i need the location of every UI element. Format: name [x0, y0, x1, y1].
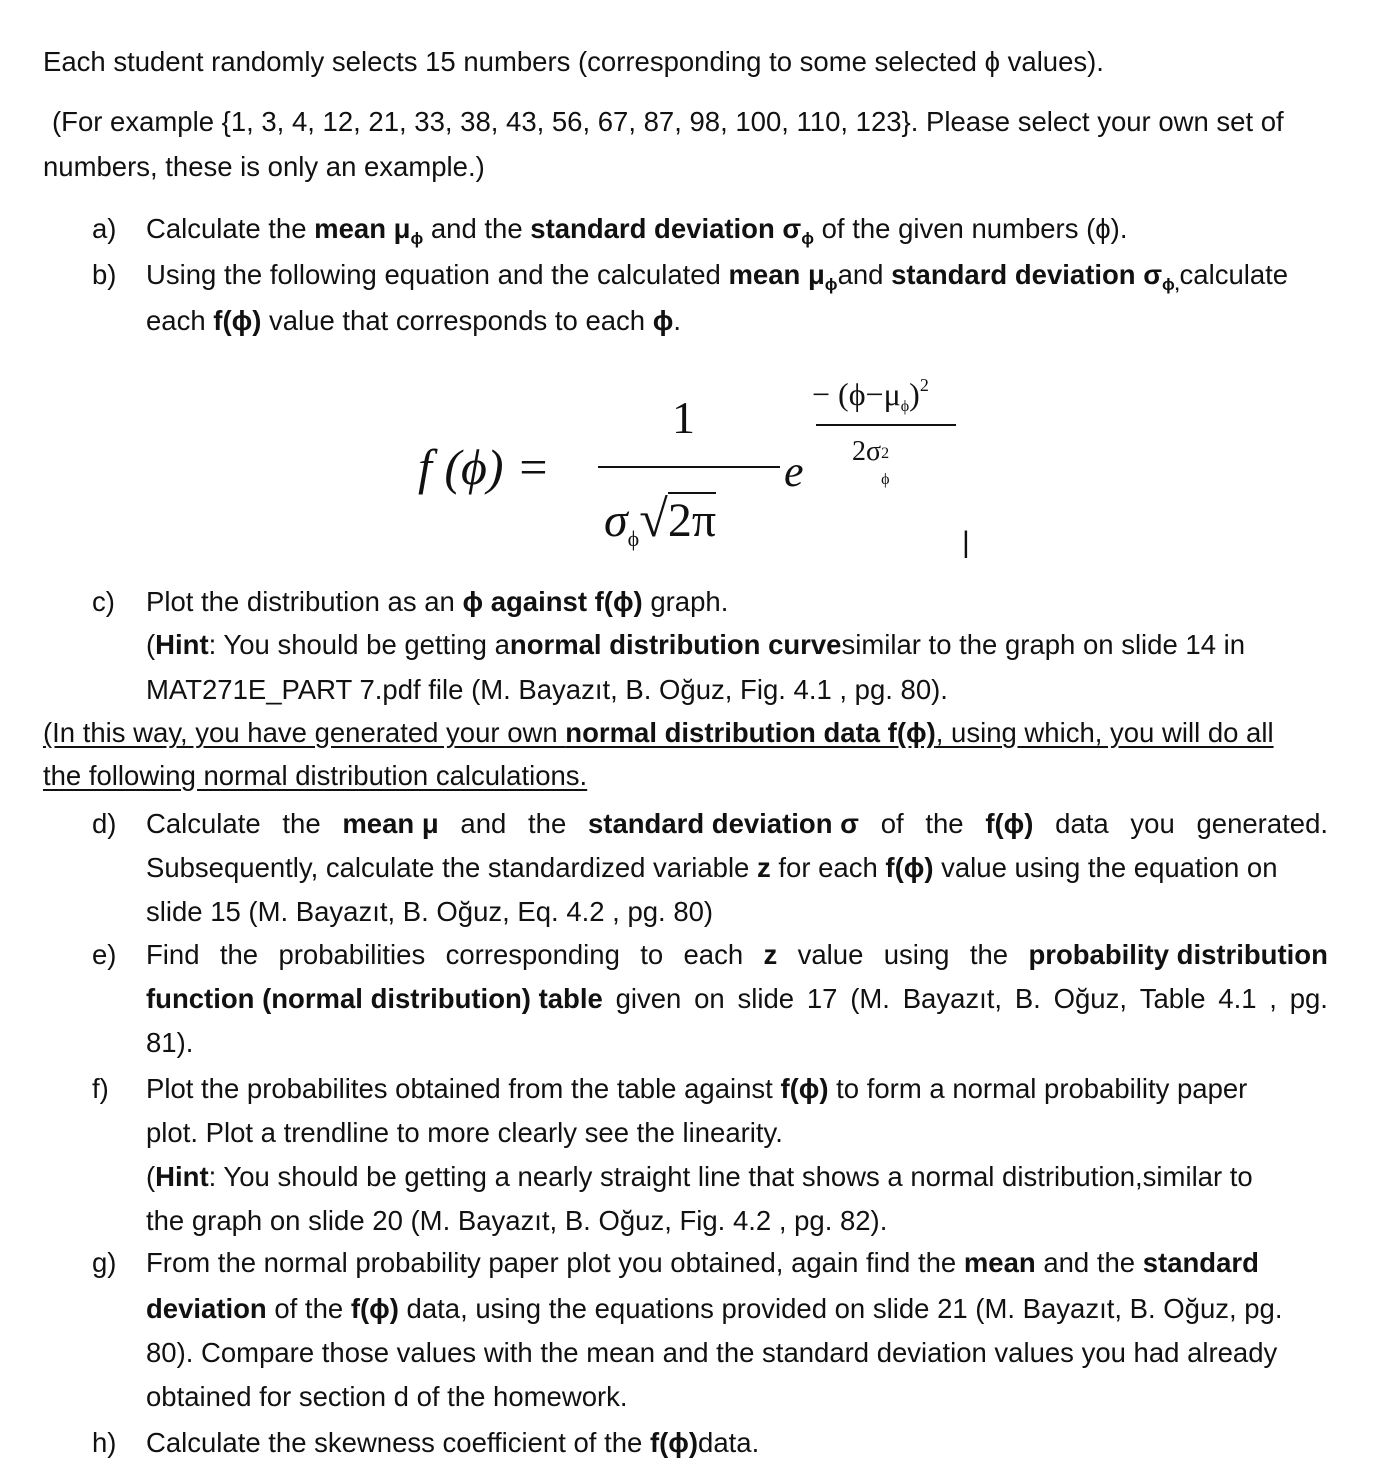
text-segment: and the: [423, 213, 531, 244]
exponent-numerator: [812, 376, 929, 415]
word: using: [883, 939, 950, 970]
text-segment: of the given numbers (ϕ).: [814, 213, 1128, 244]
equation-denominator: [604, 491, 717, 551]
word: generated.: [1196, 808, 1328, 839]
word: and: [460, 808, 507, 839]
item-e-label: e): [92, 939, 117, 970]
item-d-line-2: [146, 854, 1278, 882]
text-segment: calculate: [1179, 259, 1289, 290]
bold-term: standard: [1142, 1247, 1259, 1278]
equation-numerator: 1: [672, 392, 695, 443]
word: value: [797, 939, 864, 970]
fraction-bar: [598, 466, 780, 468]
bold-term: mean μ: [314, 213, 411, 244]
hint-label: Hint: [155, 629, 209, 660]
text-cursor: |: [962, 526, 970, 559]
text-segment: and: [837, 259, 892, 290]
note-line-1: [43, 719, 1274, 747]
text-segment: (: [146, 629, 156, 660]
bold-term: ϕ against f(ϕ): [462, 586, 643, 617]
example-line-2: numbers, these is only an example.): [43, 151, 485, 182]
paren: ): [909, 376, 920, 412]
item-a-text: [146, 215, 1127, 247]
bold-term: standard deviation σ: [891, 259, 1163, 290]
text-segment: .: [673, 305, 681, 336]
item-b-label: b): [92, 259, 117, 290]
item-g-line-4: obtained for section d of the homework.: [146, 1381, 628, 1412]
bold-term: deviation: [146, 1293, 267, 1324]
item-d-line-3: slide 15 (M. Bayazıt, B. Oğuz, Eq. 4.2 , pg. 80): [146, 896, 714, 927]
hint-label: Hint: [155, 1161, 209, 1192]
word: corresponding: [445, 939, 620, 970]
text-segment: data.: [698, 1427, 760, 1458]
text-segment: to form a normal probability paper: [828, 1073, 1248, 1104]
text-segment: similar to the graph on slide 14 in: [841, 629, 1246, 660]
text-segment: , using which, you will do all: [935, 717, 1274, 748]
word: the: [219, 939, 259, 970]
item-f-line-1: [146, 1075, 1247, 1103]
item-c-line-2: [146, 631, 1328, 659]
text-segment: (In this way, you have generated your own: [43, 717, 566, 748]
text-segment: Calculate the: [146, 213, 315, 244]
exp-num-text: − (ϕ−μ: [812, 376, 901, 412]
word: 4.1: [1218, 983, 1257, 1014]
bold-term: ϕ: [652, 305, 674, 336]
text-segment: Subsequently, calculate the standardized variable: [146, 852, 757, 883]
two-pi: 2π: [667, 494, 717, 547]
bold-term: standard deviation σ: [588, 808, 859, 839]
bold-term: z: [763, 939, 778, 970]
item-f-line-2: plot. Plot a trendline to more clearly see the linearity.: [146, 1117, 783, 1148]
word: 17: [806, 983, 838, 1014]
sigma-symbol: σ: [604, 494, 628, 547]
bold-term: normal distribution curve: [509, 629, 842, 660]
item-g-line-1: [146, 1249, 1259, 1277]
sqrt-symbol: √: [639, 491, 668, 548]
text-segment: graph.: [642, 586, 729, 617]
item-d-label: d): [92, 808, 117, 839]
example-line-1: (For example {1, 3, 4, 12, 21, 33, 38, 43, 56, 67, 87, 98, 100, 110, 123}. Please select your own set of: [52, 106, 1284, 137]
word: Table: [1139, 983, 1206, 1014]
text-segment: each: [146, 305, 214, 336]
bold-term: f(ϕ): [649, 1427, 699, 1458]
item-g-line-3: 80). Compare those values with the mean and the standard deviation values you had already: [146, 1337, 1278, 1368]
note-line-2: the following normal distribution calculations.: [43, 760, 588, 791]
intro-paragraph: Each student randomly selects 15 numbers (corresponding to some selected ϕ values).: [43, 46, 1104, 77]
item-h-label: h): [92, 1427, 117, 1458]
item-b-line-1: [146, 261, 1288, 293]
bold-term: f(ϕ): [780, 1073, 829, 1104]
text-segment: From the normal probability paper plot you obtained, again find the: [146, 1247, 964, 1278]
bold-term: f(ϕ): [213, 305, 262, 336]
word: Find: [146, 939, 200, 970]
word: the: [969, 939, 1009, 970]
word: you: [1130, 808, 1175, 839]
item-f-label: f): [92, 1073, 109, 1104]
bold-term: z: [757, 852, 771, 883]
subscript: ϕ: [824, 274, 838, 294]
item-c-line-3: MAT271E_PART 7.pdf file (M. Bayazıt, B. Oğuz, Fig. 4.1 , pg. 80).: [146, 674, 948, 705]
exponent-denominator: [852, 436, 895, 488]
word: ,: [1269, 983, 1277, 1014]
text-segment: Plot the probabilites obtained from the table against: [146, 1073, 781, 1104]
word: of: [880, 808, 904, 839]
bold-term: mean μ: [342, 808, 439, 839]
bold-term: f(ϕ): [985, 808, 1034, 839]
item-c-label: c): [92, 586, 115, 617]
subscript: ϕ: [410, 228, 424, 248]
item-d-line-1: [146, 810, 1328, 838]
item-g-label: g): [92, 1247, 117, 1278]
subscript: ϕ,: [1162, 274, 1180, 294]
word: on: [694, 983, 725, 1014]
text-segment: data, using the equations provided on slide 21 (M. Bayazıt, B. Oğuz, pg.: [398, 1293, 1283, 1324]
word: slide: [737, 983, 795, 1014]
bold-term: f(ϕ): [350, 1293, 399, 1324]
euler-e: e: [784, 447, 804, 496]
word: the: [282, 808, 321, 839]
superscript: 2: [881, 445, 890, 462]
text-segment: : You should be getting a: [208, 629, 510, 660]
bold-term: mean: [963, 1247, 1036, 1278]
superscript: 2: [919, 375, 929, 395]
exp-den-text: 2σ: [852, 436, 882, 467]
word: Bayazıt,: [902, 983, 1003, 1014]
text-segment: value using the equation on: [933, 852, 1278, 883]
word: Oğuz,: [1053, 983, 1127, 1014]
word: given: [615, 983, 682, 1014]
text-segment: and the: [1035, 1247, 1143, 1278]
item-b-line-2: [146, 307, 681, 335]
item-f-line-3: [146, 1163, 1253, 1191]
word: (M.: [850, 983, 890, 1014]
subscript: ϕ: [801, 228, 814, 248]
item-e-line-2: [146, 985, 1328, 1013]
text-segment: : You should be getting a nearly straight line that shows a normal distribution,similar to: [208, 1161, 1253, 1192]
item-e-line-3: 81).: [146, 1027, 194, 1058]
text-segment: Using the following equation and the calculated: [146, 259, 729, 290]
text-segment: (: [146, 1161, 156, 1192]
item-a-label: a): [92, 213, 117, 244]
item-g-line-2: [146, 1295, 1283, 1323]
word: pg.: [1289, 983, 1328, 1014]
text-segment: value that corresponds to each: [261, 305, 653, 336]
word: the: [528, 808, 567, 839]
word: the: [925, 808, 964, 839]
word: probabilities: [278, 939, 426, 970]
text-segment: of the: [266, 1293, 351, 1324]
item-c-line-1: [146, 588, 728, 616]
word: each: [683, 939, 744, 970]
subscript: ϕ: [900, 398, 910, 415]
subscript: ϕ: [881, 471, 890, 488]
bold-term: mean μ: [728, 259, 825, 290]
bold-term: probability distribution: [1028, 939, 1328, 970]
bold-term: standard deviation σ: [530, 213, 802, 244]
word: B.: [1014, 983, 1041, 1014]
word: to: [640, 939, 664, 970]
exponent-fraction-bar: [816, 424, 956, 426]
text-segment: Calculate the skewness coefficient of the: [146, 1427, 650, 1458]
word: Calculate: [146, 808, 261, 839]
bold-term: function (normal distribution) table: [146, 983, 603, 1014]
subscript: ϕ: [627, 526, 640, 551]
equation-lhs: f (ϕ) =: [418, 439, 550, 495]
text-segment: for each: [770, 852, 886, 883]
item-h-text: [146, 1429, 759, 1457]
text-segment: Plot the distribution as an: [146, 586, 463, 617]
bold-term: normal distribution data f(ϕ): [565, 717, 936, 748]
item-e-line-1: [146, 941, 1328, 969]
item-f-line-4: the graph on slide 20 (M. Bayazıt, B. Oğuz, Fig. 4.2 , pg. 82).: [146, 1205, 888, 1236]
bold-term: f(ϕ): [885, 852, 934, 883]
word: data: [1055, 808, 1109, 839]
